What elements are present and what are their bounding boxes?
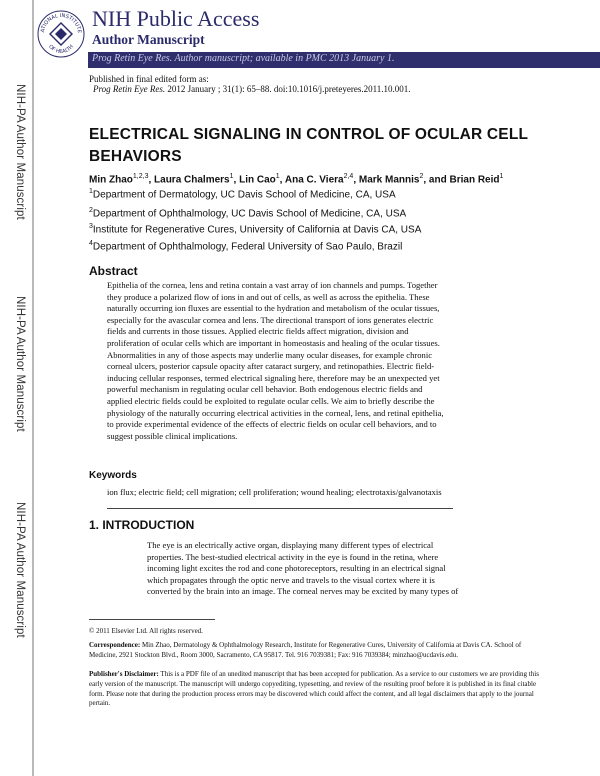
- citation: [93, 84, 411, 94]
- affiliation-sup: 2: [89, 207, 93, 214]
- author-list: [89, 173, 503, 185]
- affiliation: [89, 188, 396, 200]
- affiliation-text: Department of Ophthalmology, UC Davis School of Medicine, CA, USA: [92, 208, 407, 220]
- intro-line: which propagates through the optic nerve and travels to the visual cortex where it is: [147, 574, 435, 585]
- abstract-line: physiology of the naturally occurring electrical activities in the corneal, lens, and retinal epithelia,: [107, 407, 444, 418]
- abstract-line: naturally occurring ion fluxes are essential to the hydration and metabolism of the ocular tissues,: [107, 303, 440, 314]
- abstract-line: powerful mechanism in regulating ocular cell behavior. Both endogenous electric fields and: [107, 384, 423, 395]
- introduction-body: [147, 540, 507, 598]
- abstract-line: Abnormalities in any of those aspects may underlie many ocular diseases, for example chronic: [107, 349, 433, 360]
- author-sep: ,: [353, 174, 359, 186]
- abstract-line: suggest possible clinical implications.: [107, 430, 238, 441]
- intro-line: The eye is an electrically active organ, displaying many different types of electrical: [147, 540, 434, 550]
- header-bar-text: Prog Retin Eye Res. Author manuscript; available in PMC 2013 January 1.: [92, 53, 395, 64]
- nih-logo-icon: [36, 9, 86, 59]
- title-line: ELECTRICAL SIGNALING IN CONTROL OF OCULAR CELL: [89, 126, 529, 143]
- correspondence-text: Min Zhao, Dermatology & Ophthalmology Research, Institute for Regenerative Cures, University of California at Davis CA. School of Medicine, 2921 Stockton Blvd., Room 3000, Sacramento, CA 95817. Tel. 916 7039381; Fax: 916 7039384; minzhao@ucdavis.edu.: [89, 641, 522, 659]
- correspondence-label: Correspondence:: [89, 641, 141, 649]
- article-title: [89, 124, 559, 168]
- keywords-list: ion flux; electric field; cell migration; cell proliferation; wound healing; electrotaxis/galvanotaxis: [107, 487, 442, 497]
- citation-details: 2012 January ; 31(1): 65–88. doi:10.1016/j.preteyeres.2011.10.001.: [165, 84, 411, 94]
- abstract-line: proliferation of ocular cells which are important in homeostasis and healing of the ocular tissues.: [107, 337, 440, 348]
- sidebar-label: NIH-PA Author Manuscript: [14, 84, 26, 220]
- sidebar-label: NIH-PA Author Manuscript: [14, 296, 26, 432]
- sidebar-label: NIH-PA Author Manuscript: [14, 502, 26, 638]
- author-sup: 2,4: [343, 173, 354, 180]
- abstract-line: Epithelia of the cornea, lens and retina contain a vast array of ion channels and pumps. Together: [107, 280, 438, 290]
- published-label: Published in final edited form as:: [89, 74, 209, 84]
- introduction-heading: 1. INTRODUCTION: [89, 518, 195, 532]
- citation-journal: Prog Retin Eye Res.: [93, 84, 166, 94]
- intro-line: converted by the brain into an image. The corneal nerves may be excited by many types of: [147, 586, 459, 597]
- author-sup: 2: [419, 173, 424, 180]
- affiliation-sup: 1: [89, 188, 93, 195]
- affiliation: [89, 207, 406, 219]
- author-name: Min Zhao: [89, 174, 133, 186]
- intro-line: incoming light excites the rod and cone photoreceptors, resulting in an electrical signal: [147, 563, 446, 574]
- abstract-line: fields and currents in those tissues. Applied electric fields affect migration, division and: [107, 326, 409, 337]
- publisher-disclaimer: [89, 670, 551, 709]
- author-sup: 1,2,3: [132, 173, 149, 180]
- author-sep: ,: [279, 174, 285, 186]
- keywords-heading: Keywords: [89, 470, 137, 481]
- author-name: Lin Cao: [239, 174, 276, 186]
- header-bar: [88, 52, 600, 68]
- sidebar: [0, 0, 34, 776]
- author-name: Mark Mannis: [358, 174, 420, 186]
- abstract-line: corneal ulcers, posterior capsule opacity after cataract surgery, and retinopathies. Electric field-: [107, 361, 435, 372]
- abstract-heading: Abstract: [89, 264, 138, 278]
- author-sup: 1: [229, 173, 234, 180]
- abstract-line: inducing cellular responses, termed electrical signaling here, therefore may be an unexpected yet: [107, 372, 440, 383]
- abstract-line: especially for the avascular cornea and lens. The directional transport of ions generates electric: [107, 314, 434, 325]
- footnote-divider: [89, 619, 215, 620]
- disclaimer-text: This is a PDF file of an unedited manuscript that has been accepted for publication. As a service to our customers we are providing this early version of the manuscript. The manuscript will undergo copyediting, typesetting, and review of the resulting proof before it is published in its final citable form. Please note that during the production process errors may be discovered which could affect the content, and all legal disclaimers that apply to the journal pertain.: [89, 670, 539, 708]
- author-sep: , and: [423, 174, 450, 186]
- abstract-line: they produce a polarized flow of ions in and out of cells, as well as across the epithelia. These: [107, 291, 430, 302]
- copyright: © 2011 Elsevier Ltd. All rights reserved.: [89, 627, 203, 635]
- affiliation-sup: 4: [89, 240, 93, 247]
- author-manuscript-subtitle: Author Manuscript: [92, 32, 205, 47]
- author-sep: ,: [148, 174, 155, 186]
- affiliation-text: Department of Ophthalmology, Federal University of Sao Paulo, Brazil: [92, 241, 403, 253]
- author-name: Laura Chalmers: [154, 174, 230, 186]
- author-sep: ,: [233, 174, 240, 186]
- intro-line: properties. The best-studied electrical activity in the eye is found in the retina, where: [147, 551, 439, 562]
- divider: [107, 508, 453, 509]
- affiliation: [89, 240, 402, 252]
- author-name: Brian Reid: [449, 174, 500, 186]
- abstract-line: to provide experimental evidence of the effects of electric fields on ocular cell behaviors, and to: [107, 419, 437, 430]
- svg-text:NATIONAL INSTITUTES: [36, 9, 82, 34]
- logo-ring-top: ATIONAL INSTITUTE: [40, 12, 83, 34]
- logo-ring-bottom: OF HEALTH: [47, 43, 75, 56]
- author-name: Ana C. Viera: [284, 174, 344, 186]
- abstract-line: applied electric fields could be exploited to regulate ocular cells. We aim to briefly describe the: [107, 395, 435, 406]
- title-line: BEHAVIORS: [89, 148, 182, 165]
- correspondence-note: [89, 641, 551, 661]
- author-sup: 1: [499, 173, 504, 180]
- author-sup: 1: [275, 173, 280, 180]
- affiliation-text: Institute for Regenerative Cures, University of California at Davis CA, USA: [92, 224, 422, 236]
- abstract-body: [107, 280, 523, 442]
- affiliation-sup: 3: [89, 223, 93, 230]
- disclaimer-label: Publisher's Disclaimer:: [89, 670, 159, 678]
- nih-public-access-title: NIH Public Access: [92, 6, 260, 31]
- affiliation-text: Department of Dermatology, UC Davis School of Medicine, CA, USA: [92, 189, 396, 201]
- affiliation: [89, 223, 421, 235]
